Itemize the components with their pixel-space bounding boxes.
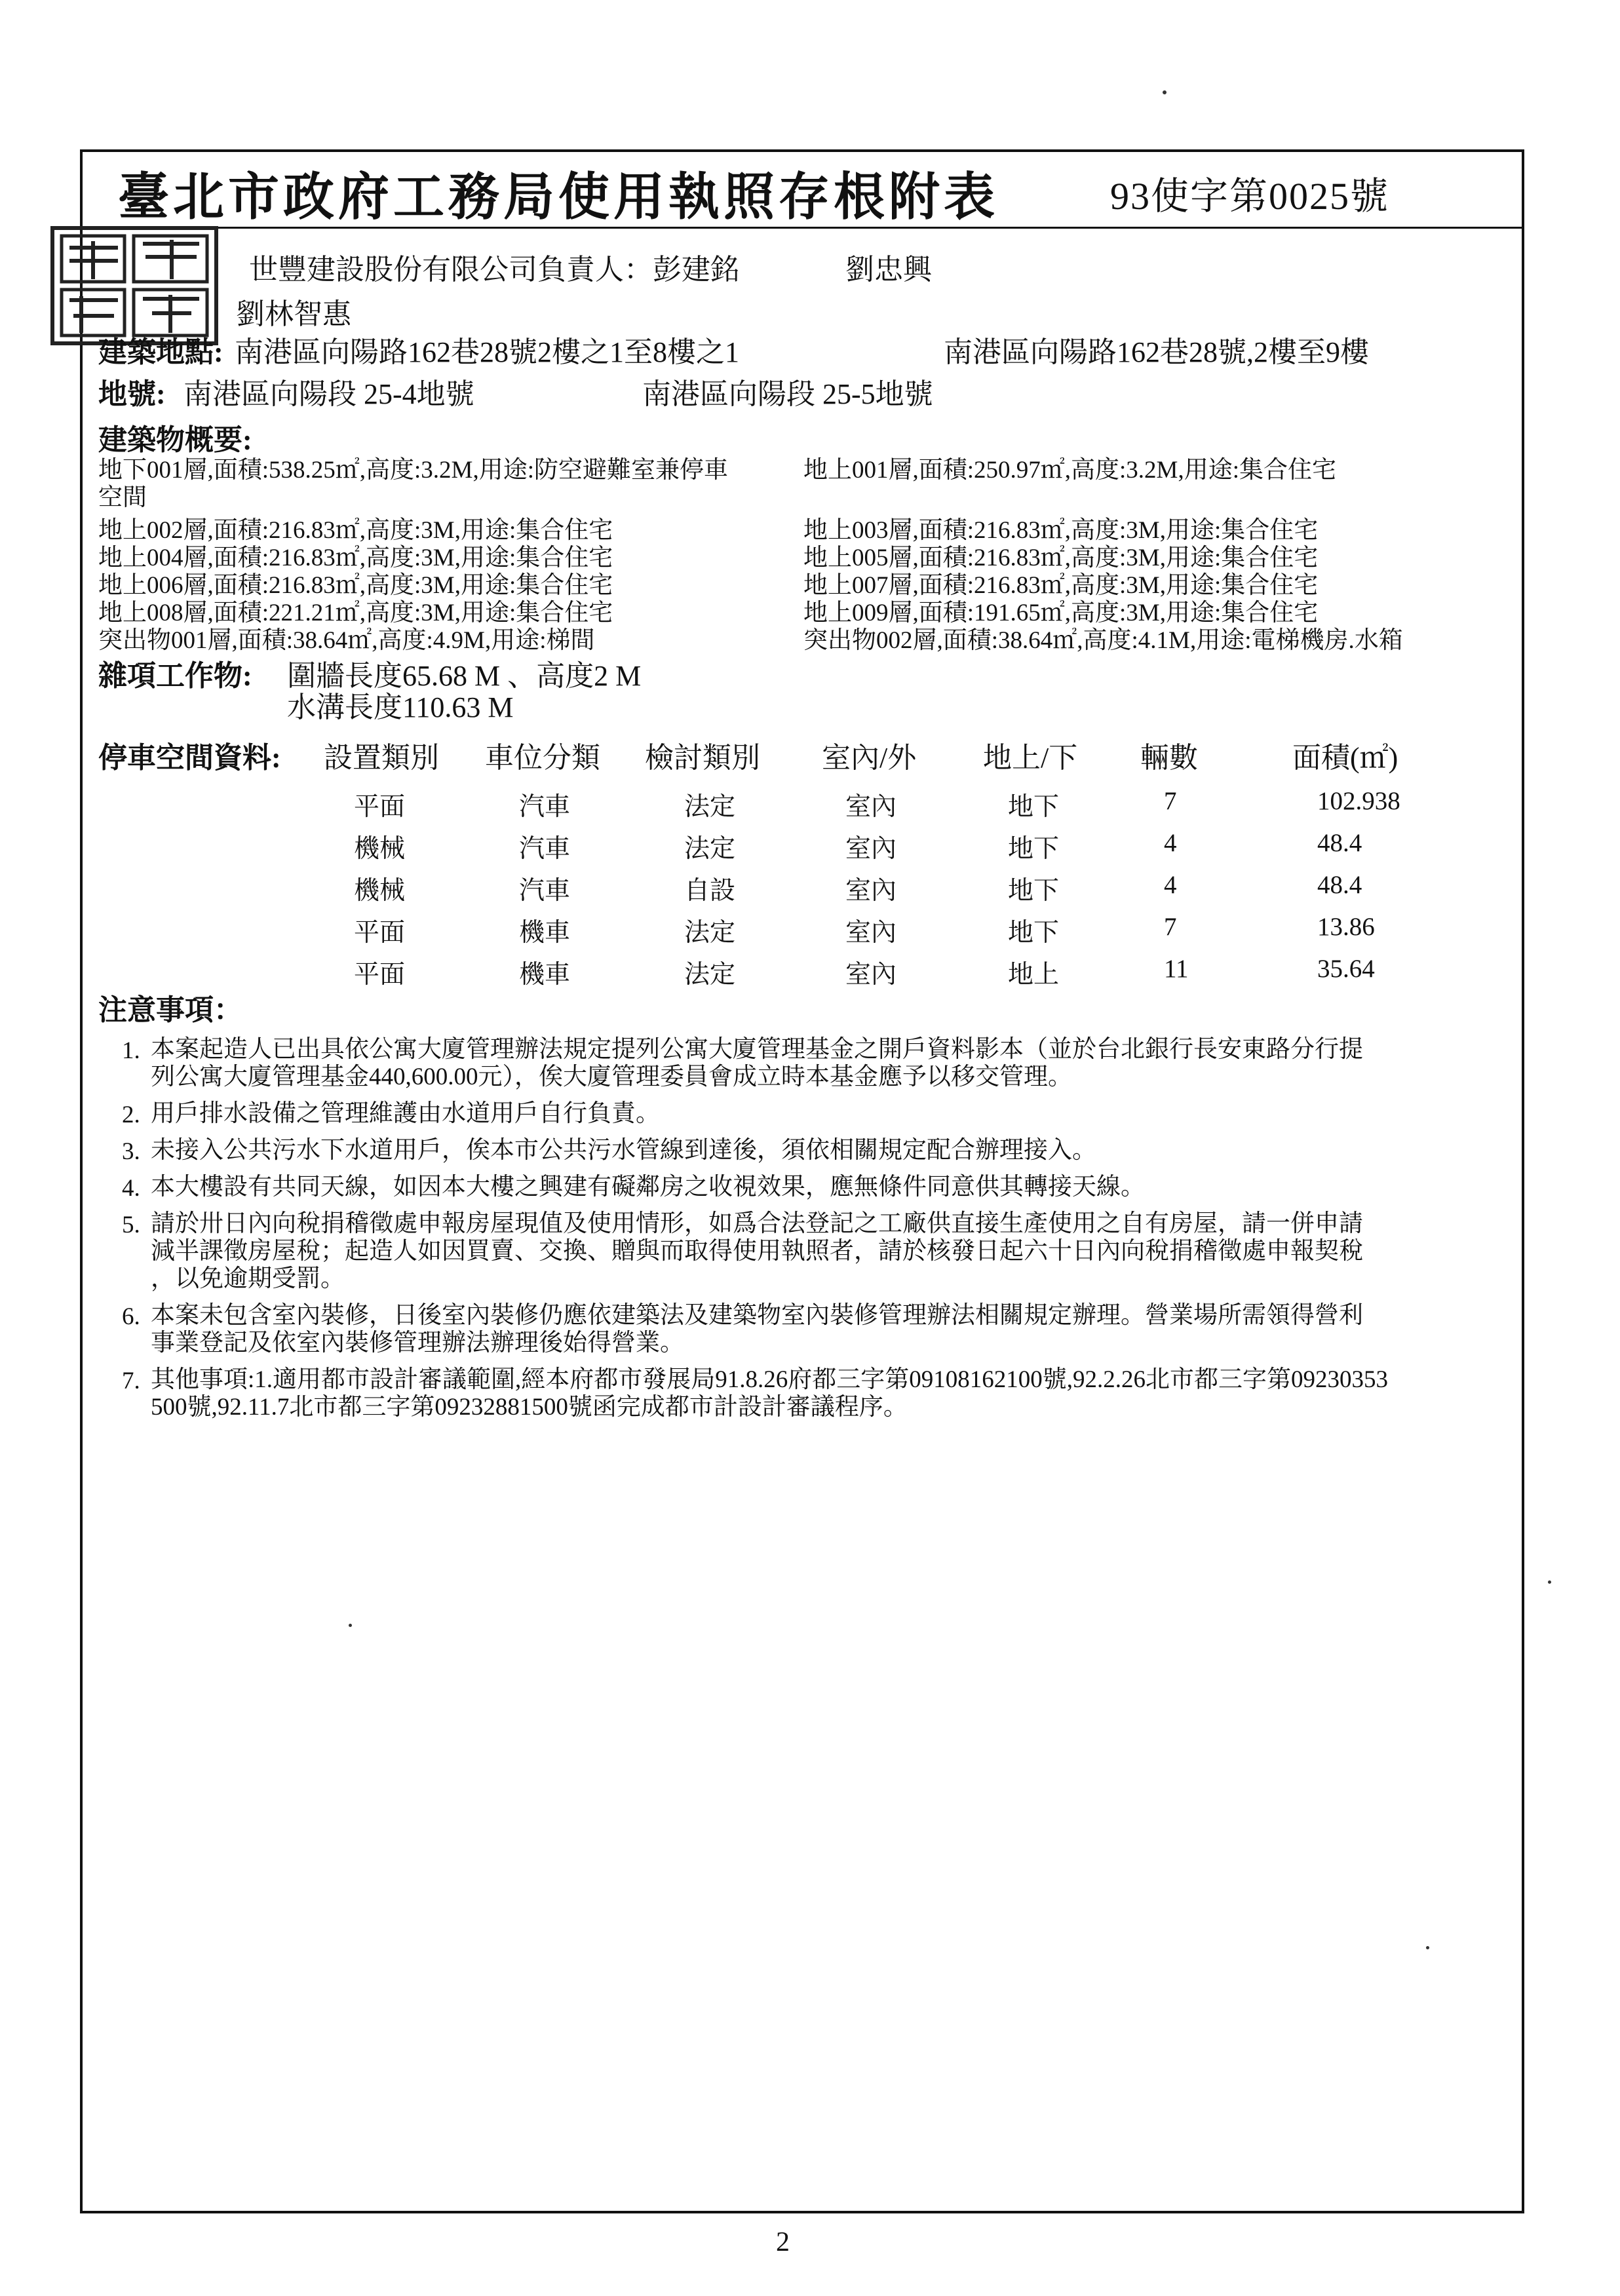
- floor-info: 地上004層,面積:216.83㎡,高度:3M,用途:集合住宅: [98, 545, 613, 571]
- parking-cell: 平面: [354, 961, 406, 989]
- note-text-line: 事業登記及依室內裝修管理辦法辦理後始得營業。: [151, 1330, 684, 1356]
- parking-cell: 13.86: [1317, 913, 1375, 941]
- parking-header: 室內/外: [822, 742, 917, 774]
- parking-cell: 地上: [1008, 961, 1060, 989]
- parking-cell: 7: [1164, 787, 1177, 815]
- parking-cell: 地下: [1008, 835, 1060, 863]
- parking-cell: 室內: [845, 835, 897, 863]
- parking-header: 面積(㎡): [1292, 742, 1398, 774]
- document-title: 臺北市政府工務局使用執照存根附表: [118, 168, 999, 225]
- note-text-line: 請於卅日內向稅捐稽徵處申報房屋現值及使用情形，如爲合法登記之工廠供直接生產使用之自有房屋，請一併申請: [151, 1210, 1363, 1237]
- parking-cell: 48.4: [1317, 829, 1362, 857]
- misc-works-label: 雜項工作物:: [98, 660, 252, 692]
- note-text-line: 減半課徵房屋稅；起造人如因買賣、交換、贈與而取得使用執照者，請於核發日起六十日內向稅捐稽徵處申報契稅: [151, 1238, 1363, 1265]
- parking-cell: 機械: [354, 877, 406, 905]
- misc-works-ditch: 水溝長度110.63 M: [287, 691, 514, 723]
- note-text-line: 用戶排水設備之管理維護由水道用戶自行負責。: [151, 1100, 660, 1127]
- floor-info: 突出物002層,面積:38.64㎡,高度:4.1M,用途:電梯機房.水箱: [803, 627, 1403, 654]
- note-text-line: 本案起造人已出具依公寓大廈管理辦法規定提列公寓大廈管理基金之開戶資料影本（並於台北銀行長安東路分行提: [151, 1036, 1363, 1063]
- note-number: 6.: [122, 1303, 140, 1330]
- note-number: 7.: [122, 1368, 140, 1394]
- parking-cell: 4: [1164, 829, 1177, 857]
- parking-cell: 室內: [845, 877, 897, 905]
- applicant-person-3: 劉林智惠: [236, 298, 351, 330]
- parking-cell: 7: [1164, 913, 1177, 941]
- floor-info: 突出物001層,面積:38.64㎡,高度:4.9M,用途:梯間: [98, 627, 595, 654]
- parking-cell: 汽車: [519, 793, 571, 821]
- note-text-line: 本案未包含室內裝修，日後室內裝修仍應依建築法及建築物室內裝修管理辦法相關規定辦理。營業場所需領得營利: [151, 1302, 1363, 1329]
- parking-cell: 自設: [684, 877, 736, 905]
- page-number: 2: [776, 2227, 790, 2257]
- parking-cell: 法定: [684, 835, 736, 863]
- parking-cell: 機械: [354, 835, 406, 863]
- parking-cell: 法定: [684, 961, 736, 989]
- parking-cell: 102.938: [1317, 787, 1400, 815]
- note-text-line: ，以免逾期受罰。: [151, 1265, 345, 1292]
- parking-cell: 室內: [845, 961, 897, 989]
- building-summary-heading: 建築物概要:: [98, 424, 252, 456]
- site-address-2: 南港區向陽路162巷28號,2樓至9樓: [944, 336, 1369, 368]
- site-label: 建築地點:: [98, 336, 223, 368]
- parking-header: 設置類別: [324, 742, 439, 774]
- parking-cell: 室內: [845, 919, 897, 947]
- parking-cell: 11: [1164, 955, 1189, 983]
- applicant-person-2: 劉忠興: [845, 254, 932, 286]
- parking-header: 車位分類: [485, 742, 600, 774]
- parking-cell: 汽車: [519, 835, 571, 863]
- floor-info: 地上009層,面積:191.65㎡,高度:3M,用途:集合住宅: [803, 600, 1319, 626]
- parking-cell: 機車: [519, 961, 571, 989]
- note-text-line: 500號,92.11.7北市都三字第09232881500號函完成都市計設計審議程序。: [151, 1394, 908, 1421]
- notes-heading: 注意事項：: [98, 994, 242, 1026]
- parking-cell: 法定: [684, 919, 736, 947]
- site-address-1: 南港區向陽路162巷28號2樓之1至8樓之1: [235, 336, 739, 368]
- floor-info: 地上008層,面積:221.21㎡,高度:3M,用途:集合住宅: [98, 600, 613, 626]
- note-text-line: 未接入公共污水下水道用戶，俟本市公共污水管線到達後，須依相關規定配合辦理接入。: [151, 1137, 1096, 1164]
- parking-header: 地上/下: [983, 742, 1078, 774]
- note-number: 5.: [122, 1212, 140, 1238]
- seal-stamp: [47, 224, 223, 349]
- misc-works-wall: 圍牆長度65.68 M 、高度2 M: [287, 660, 642, 692]
- parking-cell: 汽車: [519, 877, 571, 905]
- lot-number-1: 南港區向陽段 25-4地號: [183, 378, 474, 410]
- applicant-company: 世豐建設股份有限公司負責人：彭建銘: [249, 254, 739, 286]
- parking-cell: 機車: [519, 919, 571, 947]
- lot-label: 地號:: [98, 378, 166, 410]
- parking-header: 輛數: [1140, 742, 1198, 774]
- floor-info: 地上006層,面積:216.83㎡,高度:3M,用途:集合住宅: [98, 572, 613, 599]
- note-text-line: 列公寓大廈管理基金440,600.00元），俟大廈管理委員會成立時本基金應予以移交管理。: [151, 1063, 1072, 1090]
- note-text-line: 其他事項:1.適用都市設計審議範圍,經本府都市發展局91.8.26府都三字第09108162100號,92.2.26北市都三字第09230353: [151, 1366, 1389, 1393]
- permit-number: 93使字第0025號: [1110, 175, 1390, 218]
- parking-cell: 平面: [354, 919, 406, 947]
- note-number: 2.: [122, 1101, 140, 1128]
- parking-cell: 地下: [1008, 877, 1060, 905]
- floor-info: 空間: [98, 484, 147, 511]
- parking-label: 停車空間資料:: [98, 742, 281, 774]
- parking-cell: 平面: [354, 793, 406, 821]
- scan-speck: [1548, 1580, 1551, 1584]
- scan-speck: [1426, 1946, 1429, 1949]
- floor-info: 地下001層,面積:538.25㎡,高度:3.2M,用途:防空避難室兼停車: [98, 457, 728, 484]
- parking-cell: 室內: [845, 793, 897, 821]
- note-number: 3.: [122, 1138, 140, 1165]
- scan-speck: [349, 1624, 352, 1627]
- parking-cell: 35.64: [1317, 955, 1375, 983]
- floor-info: 地上007層,面積:216.83㎡,高度:3M,用途:集合住宅: [803, 572, 1319, 599]
- floor-info: 地上003層,面積:216.83㎡,高度:3M,用途:集合住宅: [803, 517, 1319, 544]
- lot-number-2: 南港區向陽段 25-5地號: [642, 378, 933, 410]
- scan-speck: [1163, 90, 1167, 94]
- floor-info: 地上001層,面積:250.97㎡,高度:3.2M,用途:集合住宅: [803, 457, 1336, 484]
- parking-cell: 地下: [1008, 793, 1060, 821]
- parking-header: 檢討類別: [645, 742, 760, 774]
- floor-info: 地上005層,面積:216.83㎡,高度:3M,用途:集合住宅: [803, 545, 1319, 571]
- note-text-line: 本大樓設有共同天線，如因本大樓之興建有礙鄰房之收視效果，應無條件同意供其轉接天線。: [151, 1174, 1145, 1200]
- parking-cell: 4: [1164, 871, 1177, 899]
- floor-info: 地上002層,面積:216.83㎡,高度:3M,用途:集合住宅: [98, 517, 613, 544]
- parking-cell: 地下: [1008, 919, 1060, 947]
- parking-cell: 48.4: [1317, 871, 1362, 899]
- parking-cell: 法定: [684, 793, 736, 821]
- note-number: 4.: [122, 1175, 140, 1202]
- note-number: 1.: [122, 1037, 140, 1064]
